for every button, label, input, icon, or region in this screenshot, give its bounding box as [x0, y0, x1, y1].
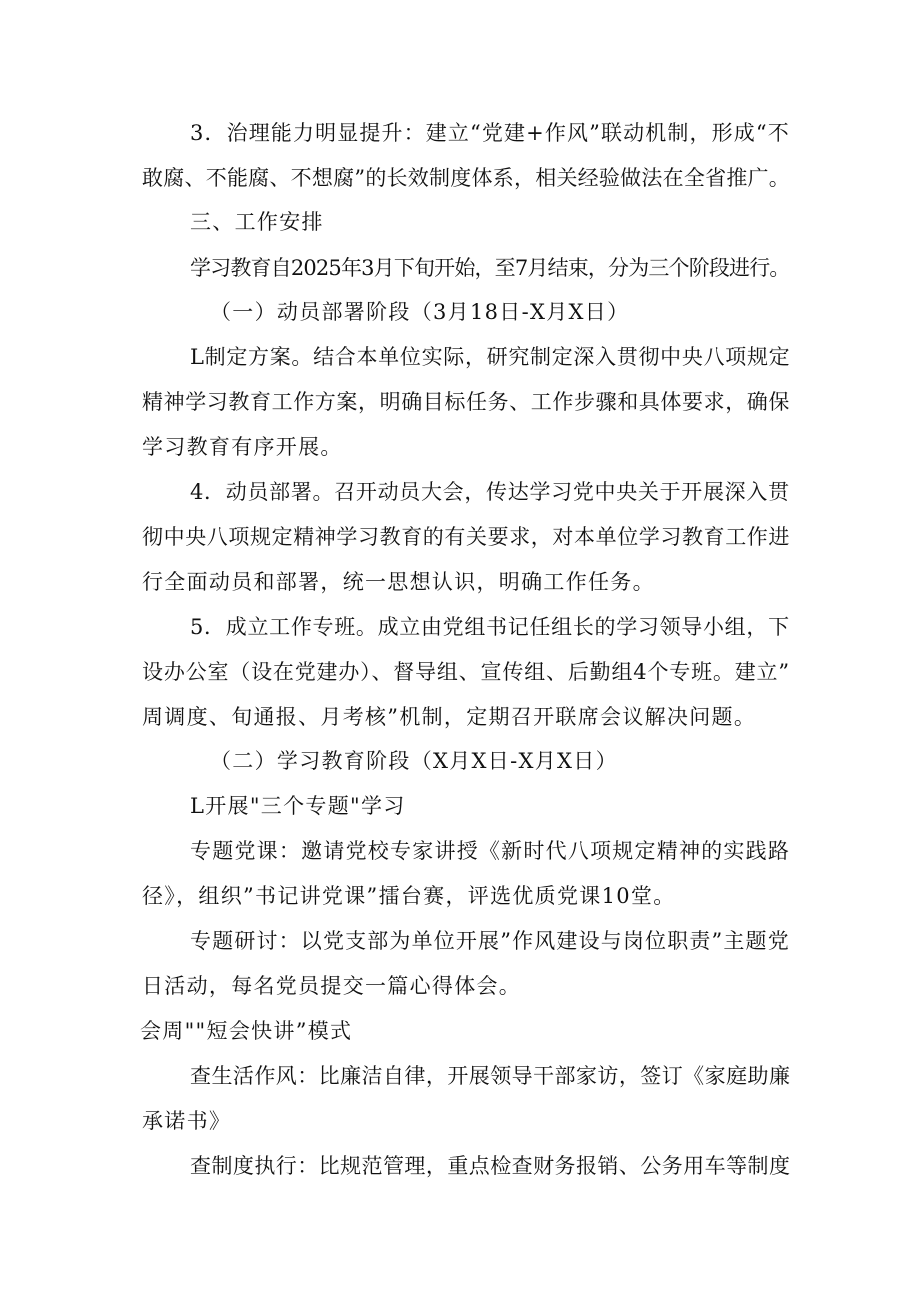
text-line: L开展"三个专题"学习: [190, 794, 406, 818]
text-line: 专题研讨：以党支部为单位开展”作风建设与岗位职责”主题党: [190, 929, 790, 953]
section-heading: 三、工作安排: [190, 210, 324, 234]
text-line: 3．治理能力明显提升：建立“党建+作风”联动机制，形成“不: [190, 121, 790, 145]
text-line: 日活动，每名党员提交一篇心得体会。: [142, 974, 522, 998]
subsection-heading: （二）学习教育阶段（X月X日-X月X日）: [210, 749, 618, 773]
text-line: 会周""短会快讲”模式: [140, 1019, 353, 1043]
text-line: 行全面动员和部署，统一思想认识，明确工作任务。: [142, 570, 655, 594]
text-line: 精神学习教育工作方案，明确目标任务、工作步骤和具体要求，确保: [142, 390, 790, 414]
subsection-heading: （一）动员部署阶段（3月18日-X月X日）: [210, 300, 630, 324]
text-line: 径》，组织”书记讲党课”擂台赛，评选优质党课10堂。: [142, 884, 676, 908]
text-line: 敢腐、不能腐、不想腐”的长效制度体系，相关经验做法在全省推广。: [142, 166, 791, 190]
text-line: 彻中央八项规定精神学习教育的有关要求，对本单位学习教育工作进: [142, 525, 790, 549]
text-line: 学习教育有序开展。: [142, 435, 343, 459]
text-line: 承诺书》: [142, 1109, 232, 1133]
text-line: 查生活作风：比廉洁自律，开展领导干部家访，签订《家庭助廉: [190, 1064, 791, 1088]
text-line: 学习教育自2025年3月下旬开始，至7月结束，分为三个阶段进行。: [190, 256, 790, 280]
text-line: L制定方案。结合本单位实际，研究制定深入贯彻中央八项规定: [190, 345, 791, 369]
text-line: 查制度执行：比规范管理，重点检查财务报销、公务用车等制度: [190, 1154, 791, 1178]
text-line: 4．动员部署。召开动员大会，传达学习党中央关于开展深入贯: [190, 480, 790, 504]
text-line: 专题党课：邀请党校专家讲授《新时代八项规定精神的实践路: [190, 839, 791, 863]
text-line: 设办公室（设在党建办）、督导组、宣传组、后勤组4个专班。建立”: [142, 660, 790, 684]
text-line: 周调度、旬通报、月考核”机制，定期召开联席会议解决问题。: [142, 705, 757, 729]
text-line: 5．成立工作专班。成立由党组书记任组长的学习领导小组，下: [190, 615, 790, 639]
